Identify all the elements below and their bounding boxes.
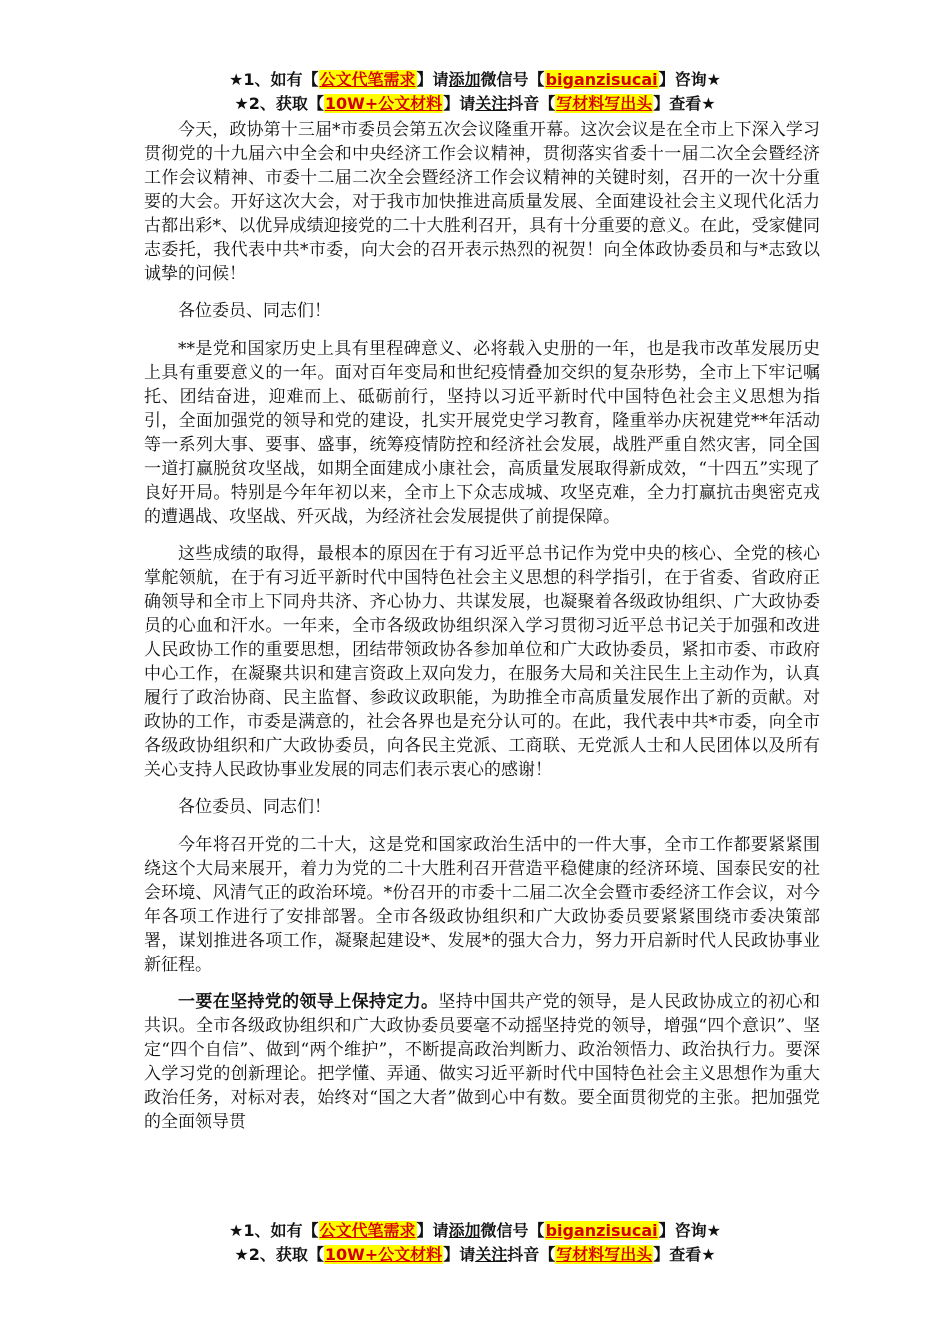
promo-emphasis: 添加 <box>448 1221 481 1240</box>
promo-emphasis: 添加 <box>448 70 481 89</box>
promo-banner-bottom <box>0 1219 950 1267</box>
body-paragraph: 今年将召开党的二十大，这是党和国家政治生活中的一件大事，全市工作都要紧紧围绕这个大局来展开，着力为党的二十大胜利召开营造平稳健康的经济环境、国泰民安的社会环境、风清气正的政治环境。*份召开的市委十二届二次全会暨市委经济工作会议，对今年各项工作进行了安排部署。全市各级政协组织和广大政协委员要紧紧围绕市委决策部署，谋划推进各项工作，凝聚起建设*、发展*的强大合力，努力开启新时代人民政协事业新征程。 <box>144 835 820 975</box>
promo-text: 微信号【 <box>480 1221 545 1240</box>
promo-text: ★1、如有【 <box>229 1221 319 1240</box>
promo-banner-top <box>0 68 950 116</box>
promo-text: 】请 <box>416 1221 449 1240</box>
promo-text: 】咨询★ <box>658 70 721 89</box>
promo-highlight: 公文代笔需求 <box>319 1221 416 1240</box>
promo-text: 】请 <box>443 1245 476 1264</box>
promo-highlight: 写材料写出头 <box>556 1245 653 1264</box>
promo-emphasis: 关注 <box>475 94 508 113</box>
promo-text: 抖音【 <box>507 94 556 113</box>
promo-highlight: 10W+公文材料 <box>324 94 443 113</box>
point-heading: 一要在坚持党的领导上保持定力。 <box>178 992 439 1012</box>
promo-highlight: 公文代笔需求 <box>319 70 416 89</box>
promo-highlight: 10W+公文材料 <box>324 1245 443 1264</box>
point-body: 坚持中国共产党的领导，是人民政协成立的初心和共识。全市各级政协组织和广大政协委员要毫不动摇坚持党的领导，增强“四个意识”、坚定“四个自信”、做到“两个维护”，不断提高政治判断力、政治领悟力、政治执行力。要深入学习党的创新理论。把学懂、弄通、做实习近平新时代中国特色社会主义思想作为重大政治任务，对标对表，始终对“国之大者”做到心中有数。要全面贯彻党的主张。把加强党的全面领导贯 <box>144 992 821 1132</box>
promo-line-1 <box>0 68 950 92</box>
promo-text: ★1、如有【 <box>229 70 319 89</box>
promo-line-1 <box>0 1219 950 1243</box>
body-paragraph-point-one <box>144 990 820 1134</box>
body-paragraph: **是党和国家历史上具有里程碑意义、必将载入史册的一年，也是我市改革发展历史上具有重要意义的一年。面对百年变局和世纪疫情叠加交织的复杂形势，全市上下牢记嘱托、团结奋进，迎难而上、砥砺前行，坚持以习近平新时代中国特色社会主义思想为指引，全面加强党的领导和党的建设，扎实开展党史学习教育，隆重举办庆祝建党**年活动等一系列大事、要事、盛事，统筹疫情防控和经济社会发展，战胜严重自然灾害，同全国一道打赢脱贫攻坚战，如期全面建成小康社会，高质量发展取得新成效，“十四五”实现了良好开局。特别是今年年初以来，全市上下众志成城、攻坚克难，全力打赢抗击奥密克戎的遭遇战、攻坚战、歼灭战，为经济社会发展提供了前提保障。 <box>144 339 820 527</box>
promo-text: 微信号【 <box>480 70 545 89</box>
salutation: 各位委员、同志们！ <box>178 797 331 817</box>
promo-text: ★2、获取【 <box>234 1245 324 1264</box>
promo-text: 】请 <box>443 94 476 113</box>
promo-text: 】请 <box>416 70 449 89</box>
body-paragraph: 今天，政协第十三届*市委员会第五次会议隆重开幕。这次会议是在全市上下深入学习贯彻党的十九届六中全会和中央经济工作会议精神，贯彻落实省委十一届二次全会暨经济工作会议精神、市委十二届二次全会暨经济工作会议精神的关键时刻，召开的一次十分重要的大会。开好这次大会，对于我市加快推进高质量发展、全面建设社会主义现代化活力古都出彩*、以优异成绩迎接党的二十大胜利召开，具有十分重要的意义。在此，受家健同志委托，我代表中共*市委，向大会的召开表示热烈的祝贺！向全体政协委员和与*志致以诚挚的问候！ <box>144 120 820 284</box>
body-paragraph: 这些成绩的取得，最根本的原因在于有习近平总书记作为党中央的核心、全党的核心掌舵领航，在于有习近平新时代中国特色社会主义思想的科学指引，在于省委、省政府正确领导和全市上下同舟共济、齐心协力、共谋发展，也凝聚着各级政协组织、广大政协委员的心血和汗水。一年来，全市各级政协组织深入学习贯彻习近平总书记关于加强和改进人民政协工作的重要思想，团结带领政协各参加单位和广大政协委员，紧扣市委、市政府中心工作，在凝聚共识和建言资政上双向发力，在服务大局和关注民生上主动作为，认真履行了政治协商、民主监督、参政议政职能，为助推全市高质量发展作出了新的贡献。对政协的工作，市委是满意的，社会各界也是充分认可的。在此，我代表中共*市委，向全市各级政协组织和广大政协委员，向各民主党派、工商联、无党派人士和人民团体以及所有关心支持人民政协事业发展的同志们表示衷心的感谢！ <box>144 544 820 780</box>
promo-text: 抖音【 <box>507 1245 556 1264</box>
promo-emphasis: 关注 <box>475 1245 508 1264</box>
salutation: 各位委员、同志们！ <box>178 301 331 321</box>
promo-line-2 <box>0 1243 950 1267</box>
promo-highlight: biganzisucai <box>545 70 658 89</box>
promo-text: ★2、获取【 <box>234 94 324 113</box>
promo-text: 】咨询★ <box>658 1221 721 1240</box>
promo-text: 】查看★ <box>653 1245 716 1264</box>
promo-line-2 <box>0 92 950 116</box>
promo-highlight: 写材料写出头 <box>556 94 653 113</box>
promo-text: 】查看★ <box>653 94 716 113</box>
promo-highlight: biganzisucai <box>545 1221 658 1240</box>
document-body <box>144 118 820 1147</box>
